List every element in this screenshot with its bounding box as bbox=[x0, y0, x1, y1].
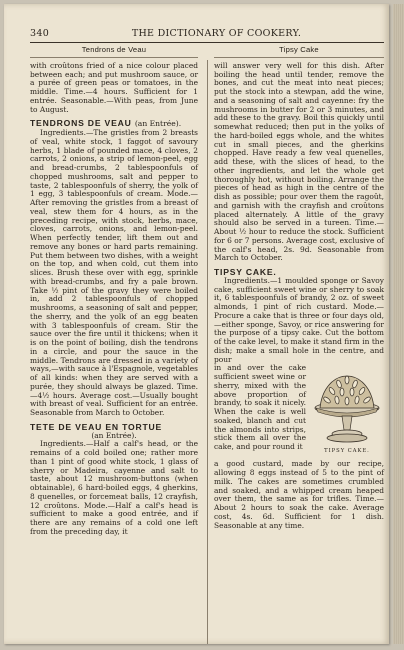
left-intro-paragraph: with croûtons fried of a nice colour placed between each; and put mushroom sauce, or a purée of green peas or tomatoes, in the middle. Time.—4 hours. Sufficient for 1 entrée. Seasonable.—With peas, from June to August. bbox=[30, 60, 198, 114]
section-title: TENDRONS DE VEAU bbox=[30, 118, 132, 129]
header-rule bbox=[30, 42, 384, 43]
section-title: TETE DE VEAU EN TORTUE bbox=[30, 421, 163, 432]
section-heading-tipsy-cake: TIPSY CAKE. bbox=[214, 267, 277, 277]
page-header bbox=[30, 28, 384, 40]
recipe-body-tendrons: Ingredients.—The gristles from 2 breasts of veal, white stock, 1 faggot of savoury herbs, 1 blade of pounded mace, 4 cloves, 2 carrots, 2 onions, a strip of lemon-peel, egg and bread-crumbs, 2 tablespoonfuls of chopped mushrooms, salt and pepper to taste, 2 tablespoonfuls of sherry, the yolk of 1 egg, 3 tablespoonfuls of cream. Mode.—After removing the gristles from a breast of veal, stew them for 4 hours, as in the preceding recipe, with stock, herbs, mace, cloves, carrots, onions, and lemon-peel. When perfectly tender, lift them out and remove any bones or hard parts remaining. Put them between two dishes, with a weight on the top, and when cold, cut them into slices. Brush these over with egg, sprinkle with bread-crumbs, and fry a pale brown. Take ½ pint of the gravy they were boiled in, add 2 tablespoonfuls of chopped mushrooms, a seasoning of salt and pepper, the sherry, and the yolk of an egg beaten with 3 tablespoonfuls of cream. Stir the sauce over the fire until it thickens; when it is on the point of boiling, dish the tendrons in a circle, and pour the sauce in the middle. Tendrons are dressed in a variety of ways,—with sauce à l'Espagnole, vegetables of all kinds: when they are served with a purée, they should always be glazed. Time.—4½ hours. Average cost.—Usually bought with breast of veal. Sufficient for an entrée. Seasonable from March to October. bbox=[30, 128, 198, 417]
book-title: THE DICTIONARY OF COOKERY. bbox=[131, 28, 302, 39]
column-divider bbox=[207, 60, 208, 644]
section-subtitle: (an Entrée). bbox=[134, 119, 182, 129]
tipsy-cake-illustration bbox=[310, 366, 384, 458]
right-running-head: Tipsy Cake bbox=[214, 46, 384, 58]
page-number: 340 bbox=[30, 28, 50, 39]
recipe-body-tete-de-veau: Ingredients.—Half a calf's head, or the remains of a cold boiled one; rather more than 1 pint of good white stock, 1 glass of sherry or Madeira, cayenne and salt to taste, about 12 mushroom-buttons (when obtainable), 6 hard-boiled eggs, 4 gherkins, 8 quenelles, or forcemeat balls, 12 crayfish, 12 croûtons. Mode.—Half a calf's head is sufficient to make a good entrée, and if there are any remains of a cold one left from the preceding day, it bbox=[30, 439, 198, 536]
recipe-body-tipsy-cake-part1: Ingredients.—1 moulded sponge or Savoy cake, sufficient sweet wine or sherry to soak it, 6 tablespoonfuls of brandy, 2 oz. of sweet almonds, 1 pint of rich custard. Mode.—Procure a cake that is three or four days old,—either sponge, Savoy, or rice answering for the purpose of a tipsy cake. Cut the bottom of the cake level, to make it stand firm in the dish; make a small hole in the centre, and pour bbox=[214, 275, 384, 364]
book-page bbox=[4, 4, 389, 644]
recipe-body-tipsy-cake-part3: a good custard, made by our recipe, allowing 8 eggs instead of 5 to the pint of milk. The cakes are sometimes crumbled and soaked, and a whipped cream heaped over them, the same as for trifles. Time.—About 2 hours to soak the cake. Average cost, 4s. 6d. Sufficient for 1 dish. Seasonable at any time. bbox=[214, 459, 384, 530]
right-column bbox=[214, 46, 384, 530]
figure-caption: TIPSY CAKE. bbox=[324, 448, 370, 455]
page-edge bbox=[393, 4, 404, 644]
right-intro-paragraph: will answer very well for this dish. After boiling the head until tender, remove the bones, and cut the meat into neat pieces; put the stock into a stewpan, add the wine, and a seasoning of salt and cayenne: fry the mushrooms in butter for 2 or 3 minutes, and add these to the gravy. Boil this quickly until somewhat reduced; then put in the yolks of the hard-boiled eggs whole, and the whites cut in small pieces, and the gherkins chopped. Have ready a few veal quenelles, add these, with the slices of head, to the other ingredients, and let the whole get thoroughly hot, without boiling. Arrange the pieces of head as high in the centre of the dish as possible; pour over them the ragoût, and garnish with the crayfish and croûtons placed alternately. A little of the gravy should also be served in a tureen. Time.—About ½ hour to reduce the stock. Sufficient for 6 or 7 persons. Average cost, exclusive of the calf's head, 2s. 9d. Seasonable from March to October. bbox=[214, 60, 384, 263]
section-subtitle-tete-de-veau: (an Entrée). bbox=[91, 430, 137, 440]
recipe-body-tipsy-cake-part2: in and over the cake sufficient sweet wine or sherry, mixed with the above proportion of brandy, to soak it nicely. When the cake is well soaked, blanch and cut the almonds into strips, stick them all over the cake, and pour round it bbox=[214, 363, 306, 451]
tipsy-cake-engraving-icon bbox=[312, 366, 382, 446]
left-column bbox=[30, 46, 198, 537]
left-running-head: Tendrons de Veau bbox=[30, 46, 198, 58]
